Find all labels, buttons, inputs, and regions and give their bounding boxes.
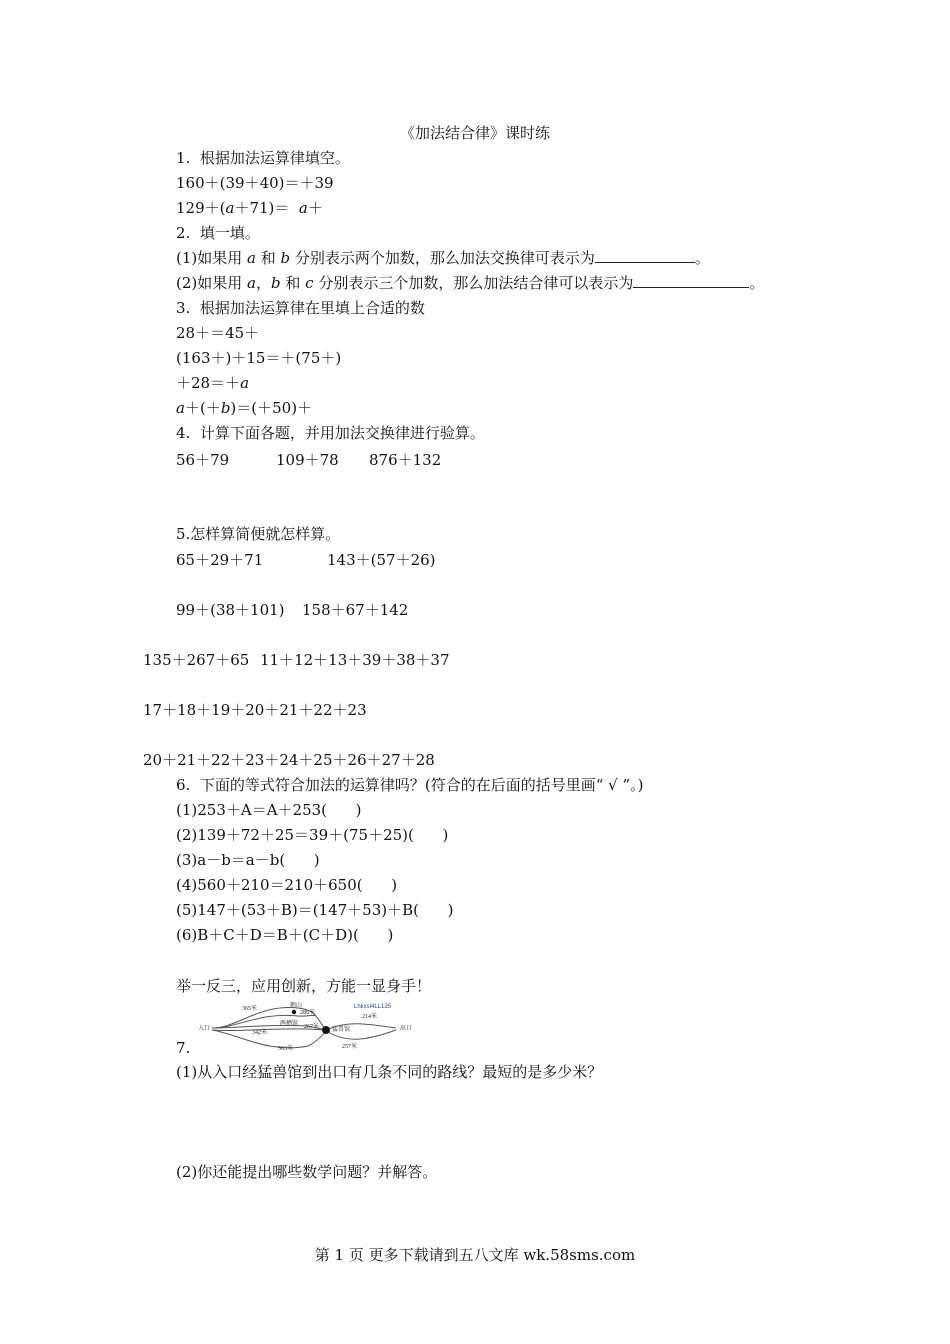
q2-heading: 2. 填一填。 — [176, 224, 260, 242]
q6-item: (1)253＋A＝A＋253( ) — [176, 801, 362, 819]
q6-item: (6)B＋C＋D＝B＋(C＋D)( ) — [176, 926, 394, 944]
map-distance: 286米 — [300, 1010, 316, 1016]
map-node-top: 鹤山 — [290, 1003, 303, 1009]
q6-item: (2)139＋72＋25＝39＋(75＋25)( ) — [176, 826, 449, 844]
map-entrance: 入口 — [198, 1026, 211, 1032]
q1-line2: 129＋(a＋71)＝ a＋ — [176, 199, 323, 217]
q7-number: 7. — [176, 1039, 191, 1057]
q6-item: (5)147＋(53＋B)＝(147＋53)＋B( ) — [176, 901, 454, 919]
q7-intro: 举一反三，应用创新，方能一显身手！ — [176, 977, 432, 995]
page-footer: 第 1 页 更多下载请到五八文库 wk.58sms.com — [314, 1246, 636, 1264]
q4-expr: 109＋78 — [276, 451, 339, 469]
q2-item2: (2)如果用 a，b 和 c 分别表示三个加数，那么加法结合律可以表示为 。 — [176, 274, 765, 292]
map-distance: 257米 — [342, 1044, 358, 1050]
page-title: 《加法结合律》课时练 — [399, 124, 550, 142]
q5-expr: 143＋(57＋26) — [327, 551, 436, 569]
q4-expr: 876＋132 — [369, 451, 442, 469]
map-distance: 342米 — [252, 1030, 268, 1036]
q1-heading: 1. 根据加法运算律填空。 — [176, 149, 350, 167]
q5-expr: 20＋21＋22＋23＋24＋25＋26＋27＋28 — [143, 751, 435, 769]
map-node-mid: 两栖馆 — [280, 1021, 299, 1027]
q3-line1: 28＋＝45＋ — [176, 324, 260, 342]
q5-expr: 65＋29＋71 — [176, 551, 264, 569]
q3-heading: 3. 根据加法运算律在里填上合适的数 — [176, 299, 425, 317]
map-exit: 出口 — [400, 1026, 413, 1032]
q3-line4: a＋(＋b)＝(＋50)＋ — [176, 399, 313, 417]
q1-line1: 160＋(39＋40)＝＋39 — [176, 174, 334, 192]
q5-expr: 158＋67＋142 — [302, 601, 409, 619]
q5-expr: 99＋(38＋101) — [176, 601, 285, 619]
q5-expr: 135＋267＋65 — [143, 651, 250, 669]
q5-expr: 17＋18＋19＋20＋21＋22＋23 — [143, 701, 367, 719]
q3-line3: ＋28＝＋a — [176, 374, 250, 392]
map-node-right: 猛兽馆 — [332, 1027, 351, 1033]
q6-heading: 6. 下面的等式符合加法的运算律吗？(符合的在后面的括号里画“ √ ”。) — [176, 776, 644, 794]
q6-item: (4)560＋210＝210＋650( ) — [176, 876, 398, 894]
q3-line2: (163＋)＋15＝＋(75＋) — [176, 349, 342, 367]
node-right-dot — [322, 1026, 330, 1034]
node-top-dot — [292, 1010, 296, 1014]
q2-item1: (1)如果用 a 和 b 分别表示两个加数，那么加法交换律可表示为 。 — [176, 249, 710, 267]
map-watermark: Lhkxsl4LL125 — [354, 1004, 392, 1010]
q4-heading: 4. 计算下面各题，并用加法交换律进行验算。 — [176, 424, 485, 442]
q5-heading: 5.怎样算简便就怎样算。 — [176, 525, 341, 543]
q6-item: (3)a－b＝a－b( ) — [176, 851, 320, 869]
answer-blank[interactable] — [633, 273, 749, 288]
map-distance: 503米 — [278, 1046, 294, 1052]
q7-sub1: (1)从入口经猛兽馆到出口有几条不同的路线？最短的是多少米？ — [176, 1063, 603, 1081]
map-distance: 267米 — [304, 1024, 320, 1030]
q5-expr: 11＋12＋13＋39＋38＋37 — [260, 651, 450, 669]
map-distance: 214米 — [362, 1014, 378, 1020]
answer-blank[interactable] — [595, 248, 695, 263]
route-map-diagram — [198, 998, 428, 1060]
map-distance: 365米 — [242, 1006, 258, 1012]
q7-sub2: (2)你还能提出哪些数学问题？并解答。 — [176, 1163, 438, 1181]
q4-expr: 56＋79 — [176, 451, 230, 469]
